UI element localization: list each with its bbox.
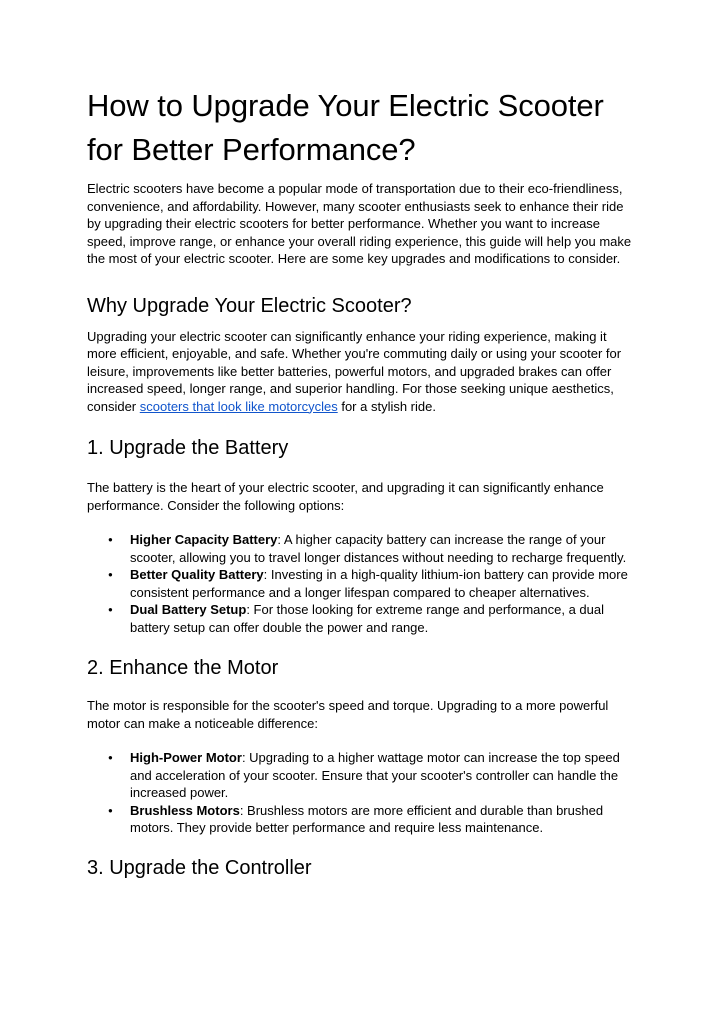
motor-intro: The motor is responsible for the scooter's speed and torque. Upgrading to a more powerful motor can make a noticeable difference:	[87, 698, 609, 731]
battery-options-list	[87, 531, 637, 636]
list-item-label: High-Power Motor	[130, 750, 242, 765]
list-item-label: Brushless Motors	[130, 802, 240, 818]
controller-heading: 3. Upgrade the Controller	[87, 856, 312, 879]
motor-heading: 2. Enhance the Motor	[87, 657, 279, 679]
why-upgrade-heading: Why Upgrade Your Electric Scooter?	[87, 294, 412, 317]
list-item-label: Better Quality Battery	[130, 567, 264, 582]
list-item	[130, 802, 637, 837]
list-item-text: : Investing in a high-quality lithium-ion battery can provide more consistent performance and a longer lifespan compared to cheaper alternatives.	[130, 567, 628, 600]
list-item-label: Higher Capacity Battery	[130, 532, 278, 547]
list-item	[130, 601, 637, 636]
document-content	[87, 84, 637, 899]
motor-options-list	[87, 749, 637, 837]
intro-paragraph: Electric scooters have become a popular mode of transportation due to their eco-friendliness, convenience, and affordability. However, many scooter enthusiasts seek to enhance their ride by upgrading their electric scooters for better performance. Whether you want to increase speed, improve range, or enhance your overall riding experience, this guide will help you make the most of your electric scooter. Here are some key upgrades and modifications to consider.	[87, 181, 632, 266]
list-item-text: : For those looking for extreme range and performance, a dual battery setup can offer double the power and range.	[130, 602, 605, 635]
list-item	[130, 531, 637, 566]
list-item-label: Dual Battery Setup	[130, 602, 247, 617]
list-item	[130, 566, 637, 601]
list-item-text: : A higher capacity battery can increase the range of your scooter, allowing you to travel longer distances without needing to recharge frequently.	[130, 532, 627, 565]
motorcycle-scooters-link[interactable]: scooters that look like motorcycles	[139, 398, 338, 414]
why-upgrade-paragraph	[87, 328, 637, 416]
why-text-after-link: for a stylish ride.	[337, 398, 436, 414]
page-title: How to Upgrade Your Electric Scooter for Better Performance?	[87, 88, 604, 167]
battery-intro: The battery is the heart of your electric scooter, and upgrading it can significantly enhance performance. Consider the following options:	[87, 480, 604, 513]
list-item	[130, 749, 637, 802]
why-text-before-link: Upgrading your electric scooter can significantly enhance your riding experience, making it more efficient, enjoyable, and safe. Whether you're commuting daily or using your scooter for leisure, improvements like better batteries, powerful motors, and upgraded brakes can offer increased speed, longer range, and superior handling. For those seeking unique aesthetics, consider	[87, 328, 622, 414]
list-item-text: : Upgrading to a higher wattage motor can increase the top speed and acceleration of your scooter. Ensure that your scooter's controller can handle the increased power.	[130, 750, 620, 800]
battery-heading: 1. Upgrade the Battery	[87, 437, 289, 459]
list-item-text: : Brushless motors are more efficient and durable than brushed motors. They provide better performance and require less maintenance.	[130, 802, 604, 835]
